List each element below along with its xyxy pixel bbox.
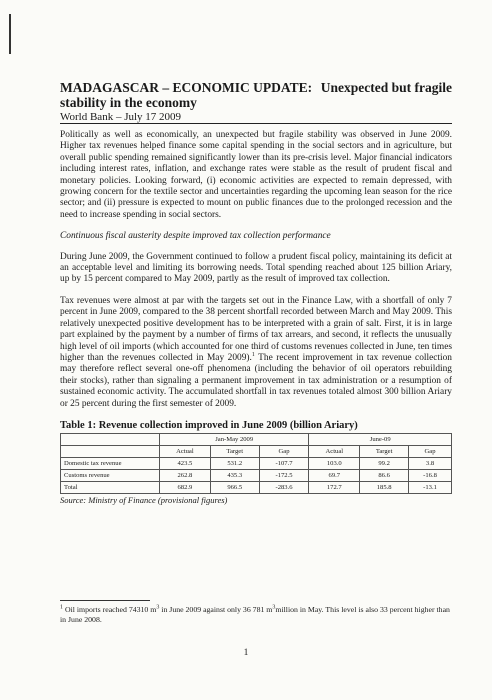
- table-row-total: [61, 481, 452, 493]
- column-header-label: [61, 445, 160, 457]
- table-cell: 531.2: [210, 457, 259, 469]
- table-cell: -107.7: [259, 457, 309, 469]
- document-body: [60, 130, 452, 505]
- table-row: [61, 457, 452, 469]
- row-label: Total: [61, 481, 160, 493]
- paragraph-spending: During June 2009, the Government continued to follow a prudent fiscal policy, maintaining its deficit at an acceptable level and limiting its borrowing needs. Total spending reached about 125 billion Ariary, up by 15 percent compared to May 2009, partly as the result of improved tax collection.: [60, 251, 452, 285]
- group-header-jan-may: Jan-May 2009: [160, 433, 309, 445]
- table-cell: 69.7: [309, 469, 360, 481]
- title-line2: stability in the economy: [60, 95, 197, 110]
- table-cell: -283.6: [259, 481, 309, 493]
- column-header: Actual: [160, 445, 211, 457]
- title-rule: [60, 123, 452, 124]
- column-header: Gap: [409, 445, 452, 457]
- table-cell: 3.8: [409, 457, 452, 469]
- footnote-text-c: million in May. This level is also 33 percent higher than in June 2008.: [60, 605, 450, 624]
- revenue-table: [60, 433, 452, 494]
- document-subtitle: World Bank – July 17 2009: [60, 111, 182, 123]
- margin-mark: [9, 14, 11, 54]
- footnote-rule: [60, 600, 150, 601]
- document-title: [60, 80, 452, 110]
- row-label: Domestic tax revenue: [61, 457, 160, 469]
- table-corner: [61, 433, 160, 445]
- table-cell: -13.1: [409, 481, 452, 493]
- footnote-text-a: Oil imports reached 74310 m: [63, 605, 157, 614]
- table-cell: 966.5: [210, 481, 259, 493]
- table-column-header: [61, 445, 452, 457]
- column-header: Actual: [309, 445, 360, 457]
- column-header: Target: [360, 445, 409, 457]
- title-block: [60, 80, 452, 123]
- table-row: [61, 469, 452, 481]
- footnote-number: 1: [60, 604, 63, 611]
- table-cell: 435.3: [210, 469, 259, 481]
- table-cell: 185.8: [360, 481, 409, 493]
- footnote-sup2: 3: [272, 604, 276, 611]
- footnote-sup1: 3: [156, 604, 160, 611]
- row-label: Customs revenue: [61, 469, 160, 481]
- page-number: 1: [243, 648, 249, 658]
- table-cell: -172.5: [259, 469, 309, 481]
- group-header-june: June-09: [309, 433, 452, 445]
- title-right: Unexpected but fragile: [320, 80, 452, 95]
- table-source: Source: Ministry of Finance (provisional figures): [60, 494, 228, 505]
- table-cell: 262.8: [160, 469, 211, 481]
- paragraph-tax-revenue-b: The recent improvement in tax revenue collection may therefore reflect several one-off phenomena (including the behavior of oil operators rebuilding their stocks), rather than signaling a permanent improvement in tax administration or a resumption of sustained economic activity. The accumulated shortfall in tax revenues totaled almost 300 billion Ariary or 25 percent during the first semester of 2009.: [60, 352, 452, 409]
- table-caption: Table 1: Revenue collection improved in June 2009 (billion Ariary): [60, 419, 358, 431]
- paragraph-tax-revenue: [60, 296, 452, 410]
- footnote-ref[interactable]: 1: [251, 351, 255, 358]
- table-cell: 86.6: [360, 469, 409, 481]
- footnote: [60, 605, 452, 625]
- table-cell: 99.2: [360, 457, 409, 469]
- paragraph-tax-revenue-a: Tax revenues were almost at par with the targets set out in the Finance Law, with a shortfall of only 7 percent in June 2009, compared to the 38 percent shortfall recorded between March and May 2009. This relatively unexpected positive development has to be interpreted with a grain of salt. First, it is in large part explained by the payment by a number of firms of tax arrears, and second, it reflects the unusually high level of oil imports (which accounted for one third of customs revenues collected in June, ten times higher than the revenues collected in May 2009).: [60, 295, 452, 363]
- table-cell: 103.0: [309, 457, 360, 469]
- table-cell: 172.7: [309, 481, 360, 493]
- paragraph-intro: Politically as well as economically, an unexpected but fragile stability was observed in June 2009. Higher tax revenues helped finance some capital spending in the social sectors and in agriculture, but overall public spending remained significantly lower than its pre-crisis level. Major financial indicators including interest rates, inflation, and exchange rates were stable as the result of prudent fiscal and monetary policies. Looking forward, (i) economic activities are expected to remain depressed, with growing concern for the textile sector and uncertainties regarding the upcoming lean season for the rice sector; and (ii) pressure is expected to mount on public finances due to the prolonged recession and the need to increase spending in social sectors.: [60, 130, 452, 220]
- column-header: Gap: [259, 445, 309, 457]
- column-header: Target: [210, 445, 259, 457]
- table-cell: 423.5: [160, 457, 211, 469]
- title-left: MADAGASCAR – ECONOMIC UPDATE:: [60, 80, 313, 95]
- section-heading: Continuous fiscal austerity despite improved tax collection performance: [60, 231, 331, 242]
- table-cell: 682.9: [160, 481, 211, 493]
- table-group-header: [61, 433, 452, 445]
- table-cell: -16.8: [409, 469, 452, 481]
- footnote-text-b: in June 2009 against only 36 781 m: [159, 605, 273, 614]
